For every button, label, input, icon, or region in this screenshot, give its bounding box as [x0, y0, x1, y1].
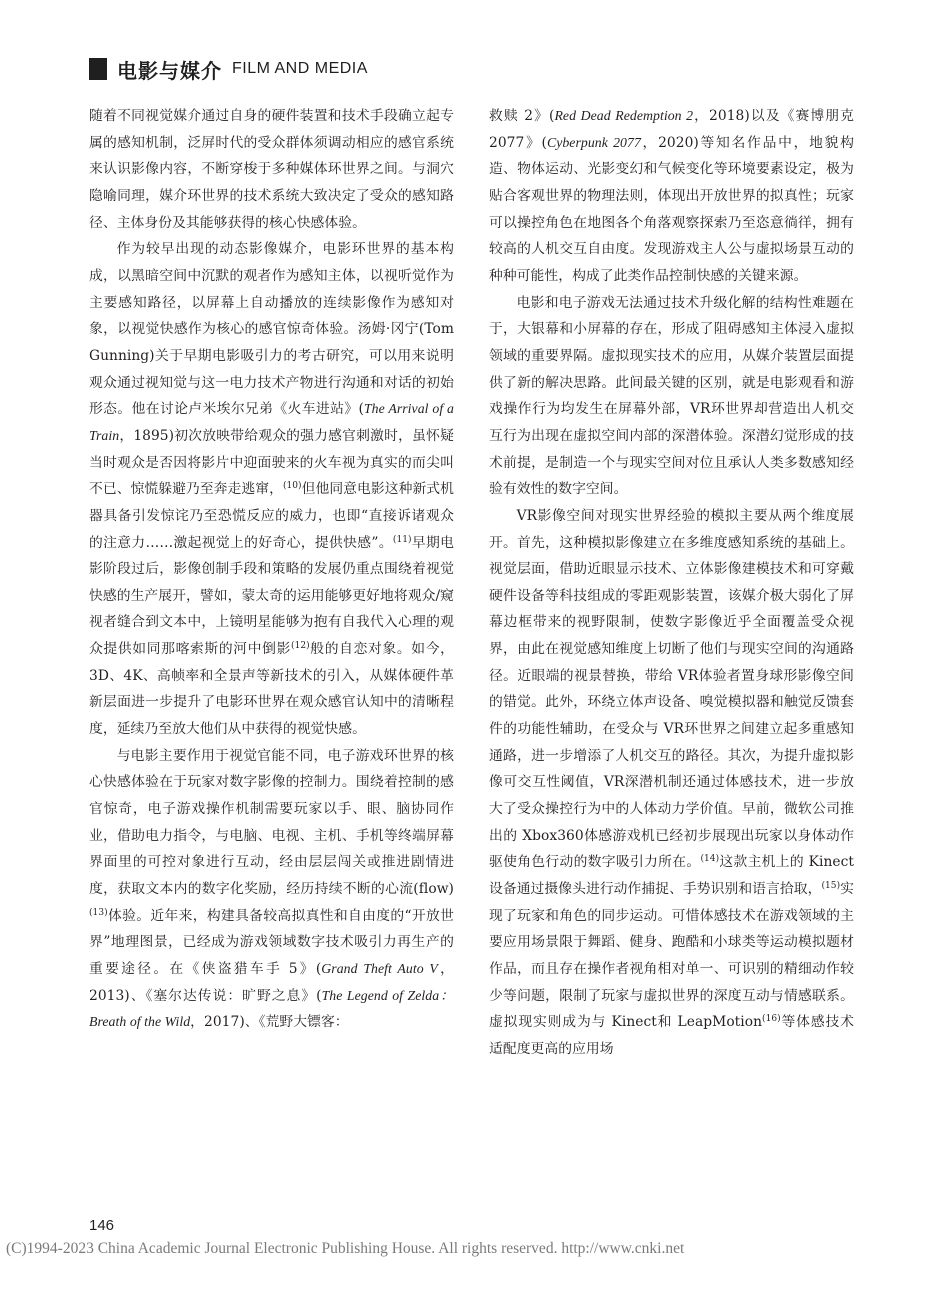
text-run: ，1895)初次放映带给观众的强力感官刺激时，虽怀疑当时观众是否因将影片中迎面驶来的火车视为真实的而尖叫不已、惊慌躲避乃至奔走逃窜，	[89, 427, 454, 498]
text-run: 但他同意电影这种新式机器具备引发惊诧乃至恐慌反应的威力，也即“直接诉诸观众的注意力……激起视觉上的好奇心，提供快感”。	[89, 481, 454, 551]
game-title: Grand Theft Auto V	[321, 961, 438, 976]
text-run: ，2018)以及《赛博朋克 2077》(	[489, 108, 854, 151]
left-column	[89, 103, 454, 1036]
film-title: The Arrival of a Train	[89, 401, 454, 443]
paragraph	[489, 503, 854, 1063]
paragraph	[89, 743, 454, 1036]
footnote-ref[interactable]: (15)	[821, 881, 841, 892]
text-run: ，2020)等知名作品中，地貌构造、物体运动、光影变幻和气候变化等环境要素设定，极为贴合客观世界的物理法则，体现出开放世界的拟真性；玩家可以操控角色在地图各个角落观察探索乃至恣意徜徉，拥有较高的人机交互自由度。发现游戏主人公与虚拟场景互动的种种可能性，构成了此类作品控制快感的关键来源。	[489, 134, 855, 284]
game-title: Cyberpunk 2077	[546, 134, 641, 150]
journal-header	[89, 49, 869, 89]
paragraph	[89, 236, 454, 742]
text-run: 作为较早出现的动态影像媒介，电影环世界的基本构成，以黑暗空间中沉默的观者作为感知主体，以视听觉作为主要感知路径，以屏幕上自动播放的连续影像作为感知对象，以视觉快感作为核心的感官惊奇体验。汤姆·冈宁(Tom Gunning)关于早期电影吸引力的考古研究，可以用来说明观众通过视知觉与这一电力技术产物进行沟通和对话的初始形态。他在讨论卢米埃尔兄弟《火车进站》(	[89, 241, 454, 418]
text-run: 这款主机上的 Kinect设备通过摄像头进行动作捕捉、手势识别和语言拾取，	[489, 854, 854, 898]
right-column	[489, 103, 854, 1063]
paragraph	[489, 103, 854, 290]
header-square-icon	[89, 58, 107, 80]
text-run: 与电影主要作用于视觉官能不同，电子游戏环世界的核心快感体验在于玩家对数字影像的控制力。围绕着控制的感官惊奇，电子游戏操作机制需要玩家以手、眼、脑协同作业，借助电力指令，与电脑、电视、主机、手机等终端屏幕界面里的可控对象进行互动，经由层层闯关或推进剧情进度，获取文本内的数字化奖励，经历持续不断的心流(flow)	[89, 747, 454, 898]
text-run: 等体感技术适配度更高的应用场	[489, 1014, 855, 1057]
copyright-notice: (C)1994-2023 China Academic Journal Electronic Publishing House. All rights reserved. http://www.cnki.net	[6, 1240, 685, 1257]
text-run: 早期电影阶段过后，影像创制手段和策略的发展仍重点围绕着视觉快感的生产展开，譬如，蒙太奇的运用能够更好地将观众/窥视者缝合到文本中，上镜明星能够为抱有自我代入心理的观众提供如同那喀索斯的河中倒影	[89, 534, 454, 658]
text-run: 体验。近年来，构建具备较高拟真性和自由度的“开放世界”地理图景，已经成为游戏领域数字技术吸引力再生产的重要途径。在《侠盗猎车手 5》(	[89, 907, 454, 977]
game-title: The Legend of Zelda：Breath of the Wild	[89, 987, 454, 1030]
game-title: Red Dead Redemption 2	[554, 108, 694, 123]
footnote-ref[interactable]: (12)	[291, 641, 310, 652]
text-run: 救赎 2》(	[489, 108, 555, 124]
section-title-cn: 电影与媒介	[117, 58, 222, 83]
footnote-ref[interactable]: (16)	[762, 1014, 781, 1025]
text-run: 实现了玩家和角色的同步运动。可惜体感技术在游戏领域的主要应用场景限于舞蹈、健身、跑酷和小球类等运动模拟题材作品，而且存在操作者视角相对单一、可识别的精细动作较少等问题，限制了玩家与虚拟世界的深度互动与情感联系。虚拟现实则成为与 Kinect和 LeapMotion	[489, 881, 854, 1031]
section-title-en: FILM AND MEDIA	[232, 60, 368, 77]
text-run: 般的自恋对象。如今，3D、4K、高帧率和全景声等新技术的引入，从媒体硬件革新层面进一步提升了电影环世界在观众感官认知中的清晰程度，延续乃至放大他们从中获得的视觉快感。	[89, 641, 454, 738]
footnote-ref[interactable]: (10)	[282, 481, 302, 492]
footnote-ref[interactable]: (13)	[89, 907, 108, 918]
footnote-ref[interactable]: (11)	[392, 534, 412, 545]
page-number: 146	[89, 1217, 115, 1234]
text-run: ，2013)、《塞尔达传说：旷野之息》(	[89, 961, 454, 1004]
text-run: VR影像空间对现实世界经验的模拟主要从两个维度展开。首先，这种模拟影像建立在多维度感知系统的基础上。视觉层面，借助近眼显示技术、立体影像建模技术和可穿戴硬件设备等科技组成的零距观影装置，该媒介极大弱化了屏幕边框带来的视野限制，使数字影像近乎全面覆盖受众视界，由此在视觉感知维度上切断了他们与现实空间的沟通路径。近眼端的视景替换，带给 VR体验者置身球形影像空间的错觉。此外，环绕立体声设备、嗅觉模拟器和触觉反馈套件的功能性辅助，在受众与 VR环世界之间建立起多重感知通路，进一步增添了人机交互的路径。其次，为提升虚拟影像可交互性阈值，VR深潜机制还通过体感技术，进一步放大了受众操控行为中的人体动力学价值。早前，微软公司推出的 Xbox360体感游戏机已经初步展现出玩家以身体动作驱使角色行动的数字吸引力所在。	[489, 507, 854, 871]
paragraph: 随着不同视觉媒介通过自身的硬件装置和技术手段确立起专属的感知机制，泛屏时代的受众群体须调动相应的感官系统来认识影像内容，不断穿梭于多种媒体环世界之间。与洞穴隐喻同理，媒介环世界的技术系统大致决定了受众的感知路径、主体身份及其能够获得的核心快感体验。	[89, 108, 454, 231]
footnote-ref[interactable]: (14)	[700, 854, 720, 865]
paragraph: 电影和电子游戏无法通过技术升级化解的结构性难题在于，大银幕和小屏幕的存在，形成了阻碍感知主体浸入虚拟领域的重要界隔。虚拟现实技术的应用，从媒介装置层面提供了新的解决思路。此间最关键的区别，就是电影观看和游戏操作行为均发生在屏幕外部，VR环世界却营造出人机交互行为出现在虚拟空间内部的深潜体验。深潜幻觉形成的技术前提，是制造一个与现实空间对位且承认人类多数感知经验有效性的数字空间。	[489, 294, 854, 498]
text-run: ，2017)、《荒野大镖客：	[190, 1014, 349, 1031]
